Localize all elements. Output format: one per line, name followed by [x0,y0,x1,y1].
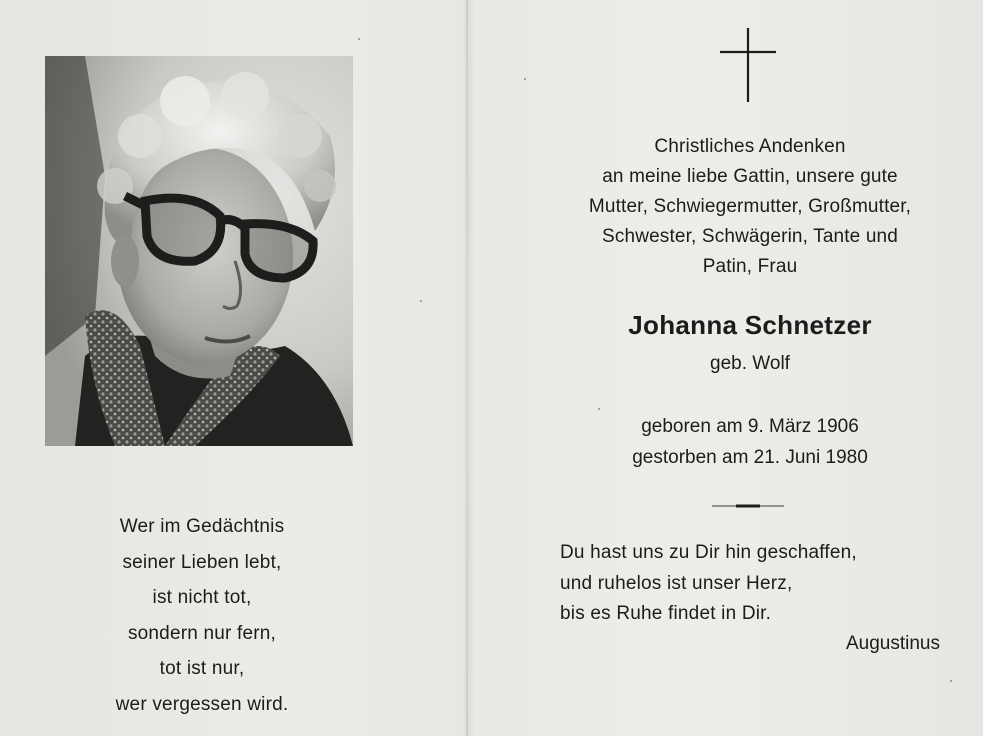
dedication-text [530,132,970,282]
paper-speck [358,38,360,40]
poem-line: ist nicht tot, [152,587,252,608]
augustinus-quote [560,538,960,630]
quote-line: Du hast uns zu Dir hin geschaffen, [560,542,857,563]
dedication-line: Mutter, Schwiegermutter, Großmutter, [588,196,912,217]
birth-date: geboren am 9. März 1906 [641,416,859,437]
paper-speck [524,78,526,80]
paper-speck [950,680,952,682]
poem-line: wer vergessen wird. [115,693,289,715]
quote-author: Augustinus [845,633,940,654]
dedication-line: an meine liebe Gattin, unsere gute [602,166,898,187]
quote-line: bis es Ruhe findet in Dir. [560,603,772,624]
death-date: gestorben am 21. Juni 1980 [632,447,868,468]
dedication-line: Patin, Frau [702,256,798,277]
short-rule-divider [712,503,784,509]
paper-speck [420,300,422,302]
portrait-illustration [45,56,353,446]
deceased-name: Johanna Schnetzer [628,310,872,340]
poem-line: sondern nur fern, [127,622,277,644]
maiden-name: geb. Wolf [710,353,790,374]
life-dates [530,411,970,473]
dedication-line: Christliches Andenken [654,136,846,157]
card-fold [466,0,468,736]
poem-line: tot ist nur, [159,658,245,679]
poem-line: Wer im Gedächtnis [119,516,285,537]
quote-line: und ruhelos ist unser Herz, [560,572,793,594]
dedication-line: Schwester, Schwägerin, Tante und [602,226,898,247]
latin-cross-icon [720,28,776,102]
poem-line: seiner Lieben lebt, [122,551,282,573]
portrait-photo [45,56,353,446]
paper-speck [598,408,600,410]
memorial-poem [52,509,352,722]
